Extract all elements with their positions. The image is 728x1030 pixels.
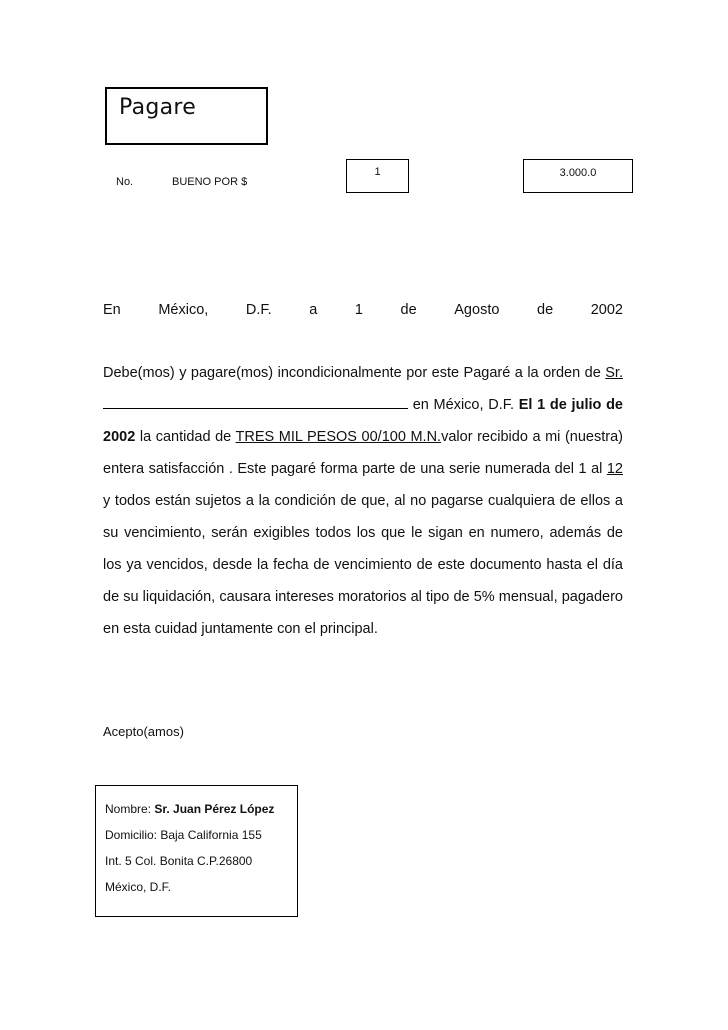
date-word: En <box>103 302 121 318</box>
page-title: Pagare <box>119 95 197 120</box>
payee-blank-line <box>103 394 408 409</box>
body-text-5: y todos están sujetos a la condición de que, al no pagarse cualquiera de ellos a su vencimiento, serán exigibles todos los que le sigan en numero, además de los ya vencidos, desde la fecha de vencimiento de este documento hasta el día de su liquidación, causara intereses moratorios al tipo de 5% mensual, pagadero en esta cuidad juntamente con el principal. <box>103 493 623 637</box>
body-paragraph <box>103 357 623 645</box>
debtor-int-line: Int. 5 Col. Bonita C.P.26800 <box>105 854 253 868</box>
debtor-name-label: Nombre: <box>105 802 155 816</box>
debtor-domicilio: Domicilio: Baja California 155 <box>105 828 262 842</box>
due-date: El 1 de julio de 2002 <box>103 397 623 445</box>
amount-box <box>523 159 633 193</box>
date-word: 2002 <box>590 302 623 318</box>
number-box <box>346 159 409 193</box>
body-text-3: la cantidad de <box>135 429 236 445</box>
accept-label: Acepto(amos) <box>103 724 184 739</box>
body-text-4: valor recibido a mi (nuestra) entera satisfacción . Este pagaré forma parte de una serie numerada del 1 al <box>103 429 623 477</box>
amount-value: 3.000.0 <box>559 167 597 179</box>
debtor-box <box>95 785 298 917</box>
series-total: 12 <box>606 461 623 477</box>
date-word: D.F. <box>245 302 272 318</box>
body-text-1: Debe(mos) y pagare(mos) incondicionalmente por este Pagaré a la orden de <box>103 365 606 381</box>
debtor-name: Sr. Juan Pérez López <box>154 802 275 816</box>
date-word: México, <box>158 302 209 318</box>
debtor-city: México, D.F. <box>105 880 172 894</box>
bueno-por-label: BUENO POR $ <box>172 176 248 188</box>
date-line <box>103 302 623 318</box>
title-box <box>105 87 268 145</box>
amount-words: TRES MIL PESOS 00/100 M.N. <box>235 429 442 445</box>
date-word: de <box>400 302 417 318</box>
number-value: 1 <box>374 166 381 178</box>
body-text-2: en México, D.F. <box>408 397 519 413</box>
no-label: No. <box>116 176 134 188</box>
date-word: de <box>537 302 554 318</box>
date-word: 1 <box>354 302 363 318</box>
payee-sr: Sr. <box>605 365 623 381</box>
date-word: a <box>309 302 318 318</box>
debtor-name-line <box>105 796 297 822</box>
date-word: Agosto <box>454 302 500 318</box>
